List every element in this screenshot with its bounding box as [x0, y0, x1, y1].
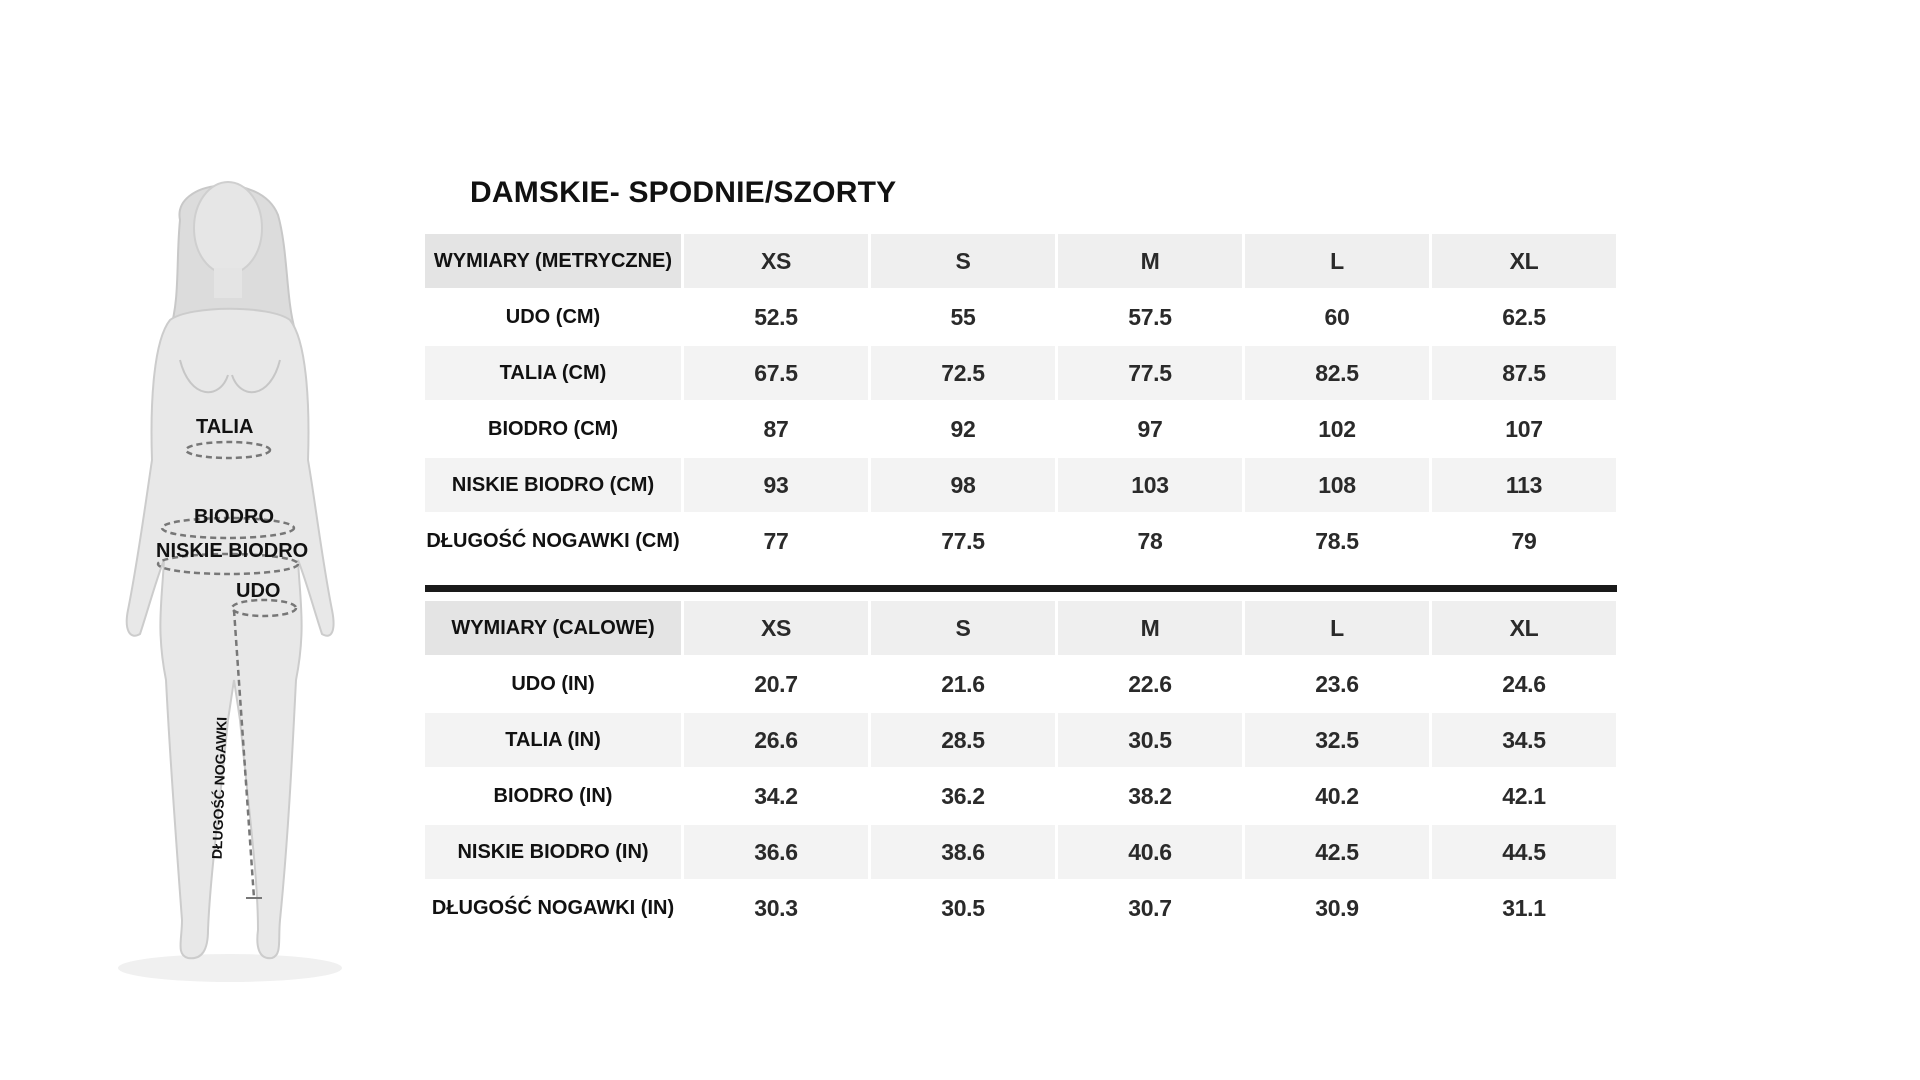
table-cell: 97: [1137, 415, 1163, 442]
header-label: WYMIARY (METRYCZNE): [425, 234, 681, 288]
table-divider: [425, 585, 1617, 592]
table-row: [425, 712, 1617, 768]
table-row: [425, 880, 1617, 936]
table-cell: 21.6: [941, 670, 985, 697]
table-cell: 44.5: [1432, 825, 1616, 879]
table-cell: 77: [763, 527, 789, 554]
female-silhouette-icon: [110, 160, 350, 1000]
row-label: TALIA (IN): [425, 713, 681, 767]
table-row: [425, 457, 1617, 513]
table-cell: 30.9: [1315, 894, 1359, 921]
table-header-row: [425, 600, 1617, 656]
row-label: UDO (IN): [511, 672, 595, 695]
table-row: [425, 656, 1617, 712]
size-header: M: [1058, 601, 1242, 655]
table-cell: 67.5: [684, 346, 868, 400]
figure-label-niskie-biodro: NISKIE BIODRO: [156, 540, 309, 562]
table-cell: 42.5: [1245, 825, 1429, 879]
table-row: [425, 289, 1617, 345]
table-cell: 78.5: [1315, 527, 1359, 554]
table-cell: 79: [1511, 527, 1537, 554]
table-cell: 113: [1432, 458, 1616, 512]
size-header: XS: [684, 234, 868, 288]
body-measurement-figure: [110, 160, 350, 1000]
inch-size-table: [425, 600, 1617, 936]
table-cell: 22.6: [1128, 670, 1172, 697]
table-cell: 36.2: [941, 782, 985, 809]
table-cell: 34.2: [754, 782, 798, 809]
table-cell: 55: [950, 303, 976, 330]
table-cell: 38.2: [1128, 782, 1172, 809]
size-header: L: [1245, 601, 1429, 655]
figure-label-biodro: BIODRO: [194, 506, 274, 528]
table-row: [425, 824, 1617, 880]
table-cell: 30.7: [1128, 894, 1172, 921]
row-label: NISKIE BIODRO (CM): [425, 458, 681, 512]
header-label: WYMIARY (CALOWE): [425, 601, 681, 655]
table-cell: 20.7: [754, 670, 798, 697]
size-header: XS: [684, 601, 868, 655]
row-label: UDO (CM): [505, 305, 601, 328]
table-cell: 32.5: [1245, 713, 1429, 767]
table-cell: 62.5: [1502, 303, 1546, 330]
size-header: S: [871, 601, 1055, 655]
table-cell: 36.6: [684, 825, 868, 879]
size-header: XL: [1432, 234, 1616, 288]
table-cell: 40.2: [1315, 782, 1359, 809]
table-cell: 30.3: [754, 894, 798, 921]
table-cell: 82.5: [1245, 346, 1429, 400]
table-row: [425, 768, 1617, 824]
figure-label-udo: UDO: [236, 580, 281, 602]
size-header: XL: [1432, 601, 1616, 655]
size-header: M: [1058, 234, 1242, 288]
table-cell: 31.1: [1502, 894, 1546, 921]
row-label: BIODRO (IN): [493, 784, 613, 807]
table-cell: 93: [684, 458, 868, 512]
figure-label-dlugosc-nogawki: DŁUGOŚĆ NOGAWKI: [208, 716, 230, 860]
row-label: NISKIE BIODRO (IN): [425, 825, 681, 879]
table-row: [425, 345, 1617, 401]
table-cell: 30.5: [941, 894, 985, 921]
table-cell: 102: [1318, 415, 1356, 442]
metric-size-table: [425, 233, 1617, 569]
table-cell: 38.6: [871, 825, 1055, 879]
table-cell: 28.5: [871, 713, 1055, 767]
table-cell: 77.5: [1058, 346, 1242, 400]
table-cell: 98: [871, 458, 1055, 512]
size-header: S: [871, 234, 1055, 288]
table-cell: 23.6: [1315, 670, 1359, 697]
page-title: DAMSKIE- SPODNIE/SZORTY: [470, 176, 897, 209]
size-header: L: [1245, 234, 1429, 288]
table-header-row: [425, 233, 1617, 289]
row-label: DŁUGOŚĆ NOGAWKI (CM): [426, 529, 680, 552]
table-cell: 87.5: [1432, 346, 1616, 400]
table-cell: 78: [1137, 527, 1163, 554]
table-cell: 24.6: [1502, 670, 1546, 697]
table-cell: 108: [1245, 458, 1429, 512]
table-cell: 87: [763, 415, 789, 442]
table-cell: 57.5: [1128, 303, 1172, 330]
table-cell: 92: [950, 415, 976, 442]
table-cell: 34.5: [1432, 713, 1616, 767]
table-cell: 52.5: [754, 303, 798, 330]
figure-label-talia: TALIA: [196, 416, 254, 438]
table-cell: 60: [1324, 303, 1350, 330]
row-label: DŁUGOŚĆ NOGAWKI (IN): [431, 896, 675, 919]
table-cell: 107: [1505, 415, 1543, 442]
table-cell: 42.1: [1502, 782, 1546, 809]
table-cell: 30.5: [1058, 713, 1242, 767]
table-row: [425, 513, 1617, 569]
table-cell: 26.6: [684, 713, 868, 767]
table-row: [425, 401, 1617, 457]
row-label: BIODRO (CM): [488, 417, 618, 440]
table-cell: 103: [1058, 458, 1242, 512]
table-cell: 40.6: [1058, 825, 1242, 879]
row-label: TALIA (CM): [425, 346, 681, 400]
table-cell: 72.5: [871, 346, 1055, 400]
table-cell: 77.5: [941, 527, 985, 554]
